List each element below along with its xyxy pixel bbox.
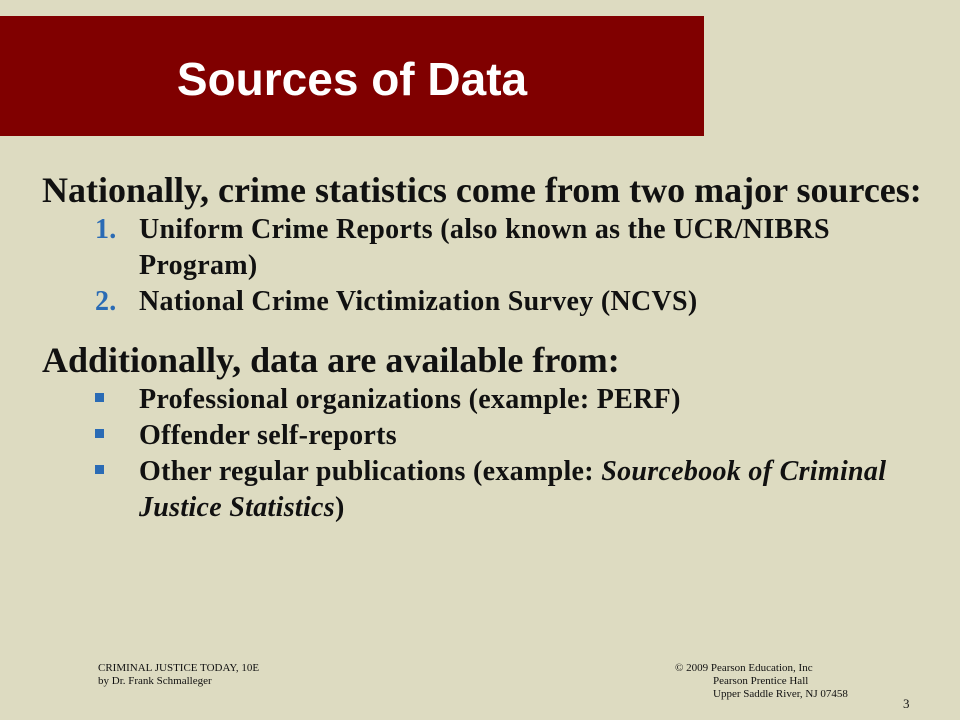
list-item-text: Offender self-reports [139, 420, 397, 451]
list-item [42, 418, 942, 454]
numbered-list [42, 212, 942, 320]
list-item-text-end: ) [334, 492, 345, 523]
bullet-list [42, 382, 942, 526]
lead-paragraph-1: Nationally, crime statistics come from two major sources: [42, 170, 922, 210]
square-bullet-icon [95, 465, 104, 474]
slide-title: Sources of Data [176, 53, 528, 105]
list-item-text: Professional organizations (example: PERF) [139, 384, 681, 415]
list-item [42, 284, 942, 320]
slide-content [42, 168, 942, 526]
list-item-text: National Crime Victimization Survey (NCVS) [139, 286, 698, 317]
square-bullet-icon [95, 393, 104, 402]
book-author: by Dr. Frank Schmalleger [98, 675, 212, 687]
footer-right [675, 662, 848, 701]
publication-title: Sourcebook of Criminal Justice Statistics [139, 456, 887, 523]
list-number: 1. [95, 214, 117, 245]
list-item [42, 382, 942, 418]
square-bullet-icon [95, 429, 104, 438]
list-number: 2. [95, 286, 117, 317]
page-number: 3 [903, 696, 910, 711]
list-item [42, 212, 942, 284]
book-title: CRIMINAL JUSTICE TODAY, 10E [98, 662, 260, 674]
list-item-text: Uniform Crime Reports (also known as the UCR/NIBRS Program) [139, 214, 830, 281]
publisher: Pearson Prentice Hall [713, 675, 809, 687]
list-item [42, 454, 942, 526]
lead-paragraph-2: Additionally, data are available from: [42, 340, 620, 380]
copyright: © 2009 Pearson Education, Inc [675, 662, 813, 674]
publisher-address: Upper Saddle River, NJ 07458 [713, 688, 848, 700]
footer-left [98, 662, 259, 688]
list-item-text: Other regular publications (example: [139, 456, 602, 487]
